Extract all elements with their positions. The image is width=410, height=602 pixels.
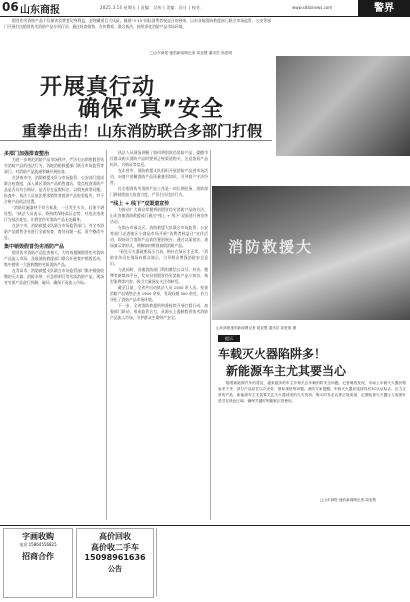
- ad-line: 高价收二手车: [91, 543, 139, 552]
- ad-phone: 电话 15864556825: [19, 542, 57, 547]
- paragraph: 在青岛市，消防救援支队联合市场监管部门集中销毁收缴的灭火器、消防水带、应急照明灯等劣质消防产品，现场对劣质产品进行拆解、破坏，确保不再流入市场。: [4, 268, 104, 285]
- ad-subtitle: 公告: [108, 565, 122, 573]
- paragraph: “消防设施器材不符合标准，一旦发生火灾，后果不堪设想。”执法人员表示，将持续保持高压态势，对违法违规行为依法查处，让假冒伪劣消防产品无处藏身。: [4, 205, 104, 222]
- subheading: 集中销毁假冒伪劣消防产品: [4, 244, 65, 250]
- paragraph: 在东营市，消防救援支队组织开展消防产品进市场活动，向商户讲解消防产品质量鉴别知识，引导商户守法经营。: [110, 168, 208, 185]
- page-number: 06: [2, 0, 19, 14]
- subheading: 多部门加强排查整治: [4, 151, 50, 157]
- column-divider: [106, 150, 107, 520]
- ad-phone: 15098961636: [84, 553, 146, 562]
- article-column-2: [110, 150, 208, 321]
- paragraph: “看见灭火器就要看压力表，指针在绿区才正常。”消防宣传员在现场向群众演示，引导群众增强消防安全意识。: [110, 249, 208, 266]
- bottom-divider: [0, 525, 410, 526]
- ad-title: 高价回收: [99, 532, 131, 541]
- issue-meta: 2025.3.14 星期五 | 责编：吴伟 | 美编：设计 | 校对：: [100, 5, 205, 10]
- section-label: 警界: [358, 0, 410, 17]
- headline-line2: 确保“真”安全: [78, 97, 224, 122]
- column-divider: [210, 150, 211, 520]
- page-header: [0, 0, 410, 17]
- paragraph: 假冒伪劣消防产品危害极大，为有效遏制假冒伪劣消防产品流入市场，各地消防救援部门联合开展集中销毁活动，集中销毁一大批收缴的劣质消防产品。: [4, 250, 104, 267]
- news-tag: 提示: [218, 335, 240, 342]
- subheading: “线上 + 线下”双渠道宣传: [110, 201, 170, 207]
- paragraph: 下一步，全省消防救援机构将持续开展打假行动，加强部门联动，形成监管合力，从源头上遏制假冒伪劣消防产品流入市场，守护群众生命财产安全。: [110, 303, 208, 320]
- ad-title: 字画收购: [22, 532, 54, 541]
- paragraph: 打击假冒伪劣消防产品工作是一项长期任务，消防部门将持续加大检查力度，严厉打击违法行为。: [110, 186, 208, 197]
- ad-car-recycle[interactable]: [76, 528, 154, 598]
- news-title-line2: 新能源车主尤其要当心: [226, 364, 347, 378]
- newspaper-brand: 山东商报: [20, 5, 60, 16]
- ad-notice-area: [156, 528, 407, 596]
- news-title-line1: 车载灭火器陷阱多！: [218, 347, 327, 361]
- paragraph: 在烟台市福山区，消防救援大队联合市场监管、公安等部门走进辖区小商品市场开展“消费者权益日”宣传活动，现场设立消防产品真伪鉴别展台，通过以案说法、现场演示等形式，讲解如何辨别真假消防产品。: [110, 225, 208, 248]
- paragraph: 在济宁市，消防救援支队联合市场监管部门，对全市消防产品销售企业进行全面检查，查处问题一起，责令整改多处。: [4, 223, 104, 240]
- intro-credit: □山东商报·速豹新闻网记者 周亚慧 通讯员 高爱明: [150, 51, 232, 55]
- website-link[interactable]: www.sdsbnews.com: [292, 5, 333, 10]
- divider: [0, 140, 272, 141]
- paragraph: 为进一步规范消防产品市场秩序，严厉打击销售假冒伪劣消防产品的违法行为，各地消防救援部门联合市场监管等部门，对消防产品流通领域开展检查。: [4, 157, 104, 174]
- article-column-1: [4, 150, 104, 286]
- paragraph: 执法人员现场讲解了如何辨别真伪消防产品，提醒市民群众购买消防产品时要到正规渠道购买，注意查看产品标识、合格证等信息。: [110, 150, 208, 167]
- headline-subtitle: 重拳出击！山东消防联合多部门打假: [22, 122, 263, 140]
- intro-paragraph: 假冒伪劣消防产品不仅损害消费者切身利益，更埋藏着巨大风险。随着“3·15”国际消费者权益日的到来，山东各地消防救援部门联合市场监管、公安等部门开展打击假冒伪劣消防产品专项行动，通过检查销售、宣传教育、联合执法，持续净化消防产品市场环境。: [4, 18, 271, 30]
- paragraph: 与此同时，各地消防部门利用微信公众号、抖音、微博等新媒体平台，发布识别假冒伪劣消防产品小知识、典型案例等内容，吸引大量网友关注和转发。: [110, 267, 208, 284]
- ad-subtitle: 招商合作: [22, 552, 54, 561]
- photo-caption: 山东商报速豹新闻网记者 周亚慧 通讯员 高爱明 摄: [216, 326, 297, 330]
- paragraph: 在济南市中，消防救援支队与市场监管、公安部门组成联合检查组，深入城区消防产品销售商店，重点检查消防产品是否具有合格证、是否存在虚假标注、以假充真等问题。检查中，执法人员依法要求销售者提供产品检验报告，对不合格产品依法处置。: [4, 175, 104, 204]
- news-body: 随着新能源汽车的普及，越来越多的车主开始关注车辆消防安全问题。记者调查发现，市场上车载灭火器价格参差不齐，部分产品存在以次充好、虚标规格等问题。消防专家提醒，车载灭火器应选择具有3C认证标志、压力正常的产品，新能源车主尤其要关注灭火器适用的火灾类别，购买时务必认准正规渠道，定期检查灭火器压力表指针是否在绿色区域，确保关键时刻能够正常使用。: [218, 381, 406, 403]
- news-credit: □山东商报·速豹新闻网记者 周亚慧: [320, 498, 376, 502]
- top-photo: [276, 56, 410, 156]
- ad-calligraphy[interactable]: [3, 528, 73, 598]
- paragraph: 为推动广大群众掌握辨别假冒伪劣消防产品的方法，山东各地消防救援部门通过“线上 + 线下”双渠道开展宣传活动。: [110, 207, 208, 224]
- paragraph: 截至目前，全省共出动执法人员 1500 余人次，检查消防产品销售企业 1900 余家，发现问题 300 余处，有力净化了消防产品市场环境。: [110, 285, 208, 302]
- headline-line1: 开展真行动: [40, 75, 156, 100]
- photo-banner-text: 消防救援大: [228, 238, 314, 256]
